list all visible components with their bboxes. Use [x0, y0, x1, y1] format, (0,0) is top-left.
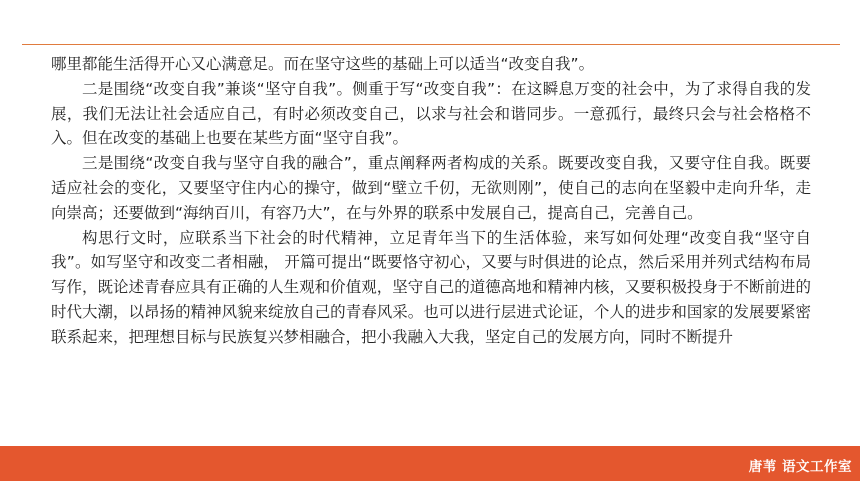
footer-brand-label: 唐苇 语文工作室 [748, 459, 852, 475]
paragraph-3: 三是围绕“改变自我与坚守自我的融合”，重点阐释两者构成的关系。既要改变自我，又要守住自我。既要适应社会的变化，又要坚守住内心的操守，做到“壁立千仞，无欲则刚”，使自己的志向在坚毅中走向升华，走向崇高；还要做到“海纳百川，有容乃大”，在与外界的联系中发展自己，提高自己，完善自己。 [51, 154, 811, 222]
paragraph-4: 构思行文时，应联系当下社会的时代精神，立足青年当下的生活体验，来写如何处理“改变自我“坚守自我”。如写坚守和改变二者相融， 开篇可提出“既要恪守初心，又要与时俱进的论点，然后采用并列式结构布局写作，既论述青春应具有正确的人生观和价值观，坚守自己的道德高地和精神内核，又要积极投身于不断前进的时代大潮，以昂扬的精神风貌来绽放自己的青春风采。也可以进行层进式论证，个人的进步和国家的发展要紧密联系起来，把理想目标与民族复兴梦相融合，把小我融入大我，坚定自己的发展方向，同时不断提升 [51, 228, 811, 346]
header-divider [22, 44, 840, 45]
paragraph-2: 二是围绕“改变自我”兼谈“坚守自我”。侧重于写“改变自我”：在这瞬息万变的社会中，为了求得自我的发展，我们无法让社会适应自己，有时必须改变自己，以求与社会和谐同步。一意孤行，最终只会与社会格格不入。但在改变的基础上也要在某些方面“坚守自我”。 [51, 79, 811, 148]
document-body [51, 52, 811, 350]
footer-bar [0, 446, 860, 481]
paragraph-1: 哪里都能生活得开心又心满意足。而在坚守这些的基础上可以适当“改变自我”。 [51, 55, 595, 73]
